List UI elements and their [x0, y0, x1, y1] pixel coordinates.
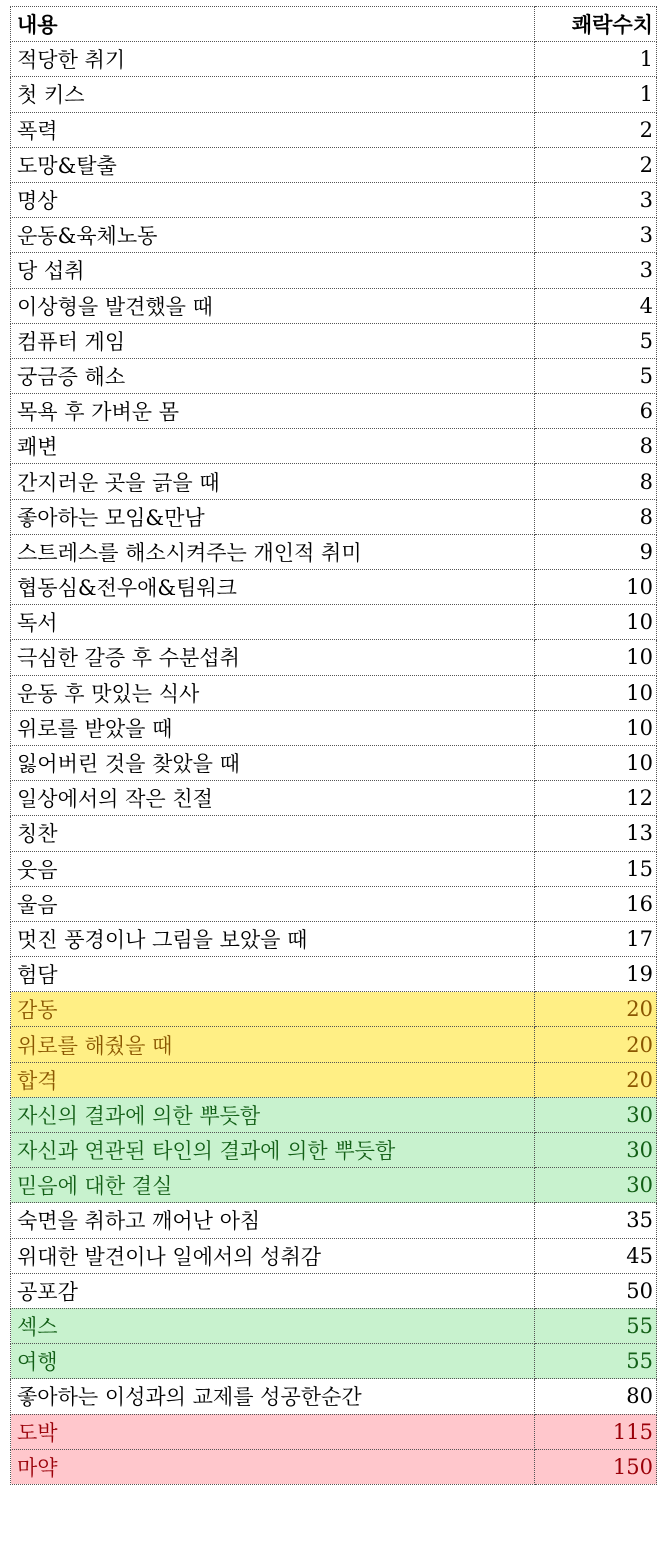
table-row	[11, 323, 657, 358]
header-name[interactable]: 내용	[11, 7, 535, 42]
row-name-cell[interactable]: 도박	[11, 1414, 535, 1449]
row-value-cell[interactable]: 9	[535, 534, 657, 569]
row-value-cell[interactable]: 20	[535, 1062, 657, 1097]
row-value-cell[interactable]: 150	[535, 1449, 657, 1484]
row-value-cell[interactable]: 20	[535, 1027, 657, 1062]
row-name-cell[interactable]: 멋진 풍경이나 그림을 보았을 때	[11, 921, 535, 956]
row-name-cell[interactable]: 독서	[11, 605, 535, 640]
table-row	[11, 1414, 657, 1449]
table-body	[11, 42, 657, 1485]
row-value-cell[interactable]: 19	[535, 957, 657, 992]
row-value-cell[interactable]: 55	[535, 1344, 657, 1379]
header-row	[11, 7, 657, 42]
table-row	[11, 499, 657, 534]
row-value-cell[interactable]: 115	[535, 1414, 657, 1449]
row-name-cell[interactable]: 적당한 취기	[11, 42, 535, 77]
row-value-cell[interactable]: 10	[535, 640, 657, 675]
row-name-cell[interactable]: 섹스	[11, 1308, 535, 1343]
table-row	[11, 253, 657, 288]
row-name-cell[interactable]: 첫 키스	[11, 77, 535, 112]
row-name-cell[interactable]: 명상	[11, 182, 535, 217]
table-row	[11, 1097, 657, 1132]
row-name-cell[interactable]: 목욕 후 가벼운 몸	[11, 394, 535, 429]
row-value-cell[interactable]: 8	[535, 429, 657, 464]
table-row	[11, 1449, 657, 1484]
row-name-cell[interactable]: 위로를 해줬을 때	[11, 1027, 535, 1062]
row-name-cell[interactable]: 험담	[11, 957, 535, 992]
row-value-cell[interactable]: 17	[535, 921, 657, 956]
row-name-cell[interactable]: 자신의 결과에 의한 뿌듯함	[11, 1097, 535, 1132]
header-value[interactable]: 쾌락수치	[535, 7, 657, 42]
row-name-cell[interactable]: 궁금증 해소	[11, 358, 535, 393]
pleasure-table	[10, 6, 657, 1485]
row-value-cell[interactable]: 45	[535, 1238, 657, 1273]
table-row	[11, 1344, 657, 1379]
row-name-cell[interactable]: 간지러운 곳을 긁을 때	[11, 464, 535, 499]
table-row	[11, 745, 657, 780]
row-value-cell[interactable]: 10	[535, 710, 657, 745]
row-value-cell[interactable]: 4	[535, 288, 657, 323]
table-row	[11, 288, 657, 323]
row-value-cell[interactable]: 2	[535, 112, 657, 147]
table-row	[11, 1238, 657, 1273]
row-name-cell[interactable]: 공포감	[11, 1273, 535, 1308]
row-name-cell[interactable]: 칭찬	[11, 816, 535, 851]
row-name-cell[interactable]: 울음	[11, 886, 535, 921]
table-row	[11, 710, 657, 745]
row-value-cell[interactable]: 16	[535, 886, 657, 921]
table-row	[11, 464, 657, 499]
row-name-cell[interactable]: 감동	[11, 992, 535, 1027]
table-row	[11, 218, 657, 253]
row-name-cell[interactable]: 잃어버린 것을 찾았을 때	[11, 745, 535, 780]
row-value-cell[interactable]: 6	[535, 394, 657, 429]
row-name-cell[interactable]: 마약	[11, 1449, 535, 1484]
table-row	[11, 1027, 657, 1062]
table-row	[11, 429, 657, 464]
table-row	[11, 605, 657, 640]
table-row	[11, 921, 657, 956]
row-value-cell[interactable]: 35	[535, 1203, 657, 1238]
table-row	[11, 816, 657, 851]
table-row	[11, 534, 657, 569]
row-value-cell[interactable]: 10	[535, 570, 657, 605]
row-name-cell[interactable]: 믿음에 대한 결실	[11, 1168, 535, 1203]
table-row	[11, 112, 657, 147]
table-row	[11, 147, 657, 182]
row-value-cell[interactable]: 30	[535, 1097, 657, 1132]
row-value-cell[interactable]: 12	[535, 781, 657, 816]
table-row	[11, 1062, 657, 1097]
row-value-cell[interactable]: 10	[535, 605, 657, 640]
row-name-cell[interactable]: 위대한 발견이나 일에서의 성취감	[11, 1238, 535, 1273]
row-name-cell[interactable]: 여행	[11, 1344, 535, 1379]
table-row	[11, 851, 657, 886]
row-name-cell[interactable]: 스트레스를 해소시켜주는 개인적 취미	[11, 534, 535, 569]
table-row	[11, 1273, 657, 1308]
row-name-cell[interactable]: 극심한 갈증 후 수분섭취	[11, 640, 535, 675]
table-row	[11, 1168, 657, 1203]
row-value-cell[interactable]: 2	[535, 147, 657, 182]
row-value-cell[interactable]: 13	[535, 816, 657, 851]
table-row	[11, 42, 657, 77]
row-name-cell[interactable]: 이상형을 발견했을 때	[11, 288, 535, 323]
row-name-cell[interactable]: 컴퓨터 게임	[11, 323, 535, 358]
row-name-cell[interactable]: 도망&탈출	[11, 147, 535, 182]
table-row	[11, 781, 657, 816]
row-value-cell[interactable]: 8	[535, 464, 657, 499]
row-value-cell[interactable]: 30	[535, 1133, 657, 1168]
row-value-cell[interactable]: 3	[535, 218, 657, 253]
row-value-cell[interactable]: 1	[535, 77, 657, 112]
row-value-cell[interactable]: 3	[535, 182, 657, 217]
row-name-cell[interactable]: 웃음	[11, 851, 535, 886]
row-name-cell[interactable]: 협동심&전우애&팀워크	[11, 570, 535, 605]
table-row	[11, 358, 657, 393]
row-value-cell[interactable]: 80	[535, 1379, 657, 1414]
row-name-cell[interactable]: 폭력	[11, 112, 535, 147]
row-name-cell[interactable]: 좋아하는 이성과의 교제를 성공한순간	[11, 1379, 535, 1414]
table-row	[11, 640, 657, 675]
row-value-cell[interactable]: 15	[535, 851, 657, 886]
row-name-cell[interactable]: 합격	[11, 1062, 535, 1097]
table-row	[11, 394, 657, 429]
row-value-cell[interactable]: 1	[535, 42, 657, 77]
table-row	[11, 1203, 657, 1238]
table-row	[11, 1379, 657, 1414]
row-name-cell[interactable]: 운동 후 맛있는 식사	[11, 675, 535, 710]
row-name-cell[interactable]: 당 섭취	[11, 253, 535, 288]
table-row	[11, 1133, 657, 1168]
row-value-cell[interactable]: 5	[535, 358, 657, 393]
row-name-cell[interactable]: 일상에서의 작은 친절	[11, 781, 535, 816]
row-value-cell[interactable]: 30	[535, 1168, 657, 1203]
row-name-cell[interactable]: 위로를 받았을 때	[11, 710, 535, 745]
table-row	[11, 886, 657, 921]
table-row	[11, 1308, 657, 1343]
row-value-cell[interactable]: 55	[535, 1308, 657, 1343]
table-row	[11, 675, 657, 710]
row-name-cell[interactable]: 운동&육체노동	[11, 218, 535, 253]
row-name-cell[interactable]: 쾌변	[11, 429, 535, 464]
row-value-cell[interactable]: 3	[535, 253, 657, 288]
table-row	[11, 77, 657, 112]
row-name-cell[interactable]: 자신과 연관된 타인의 결과에 의한 뿌듯함	[11, 1133, 535, 1168]
table-row	[11, 992, 657, 1027]
row-value-cell[interactable]: 10	[535, 745, 657, 780]
row-value-cell[interactable]: 5	[535, 323, 657, 358]
row-value-cell[interactable]: 50	[535, 1273, 657, 1308]
row-name-cell[interactable]: 좋아하는 모임&만남	[11, 499, 535, 534]
table-row	[11, 182, 657, 217]
row-value-cell[interactable]: 10	[535, 675, 657, 710]
table-row	[11, 957, 657, 992]
row-value-cell[interactable]: 8	[535, 499, 657, 534]
row-name-cell[interactable]: 숙면을 취하고 깨어난 아침	[11, 1203, 535, 1238]
table-row	[11, 570, 657, 605]
row-value-cell[interactable]: 20	[535, 992, 657, 1027]
